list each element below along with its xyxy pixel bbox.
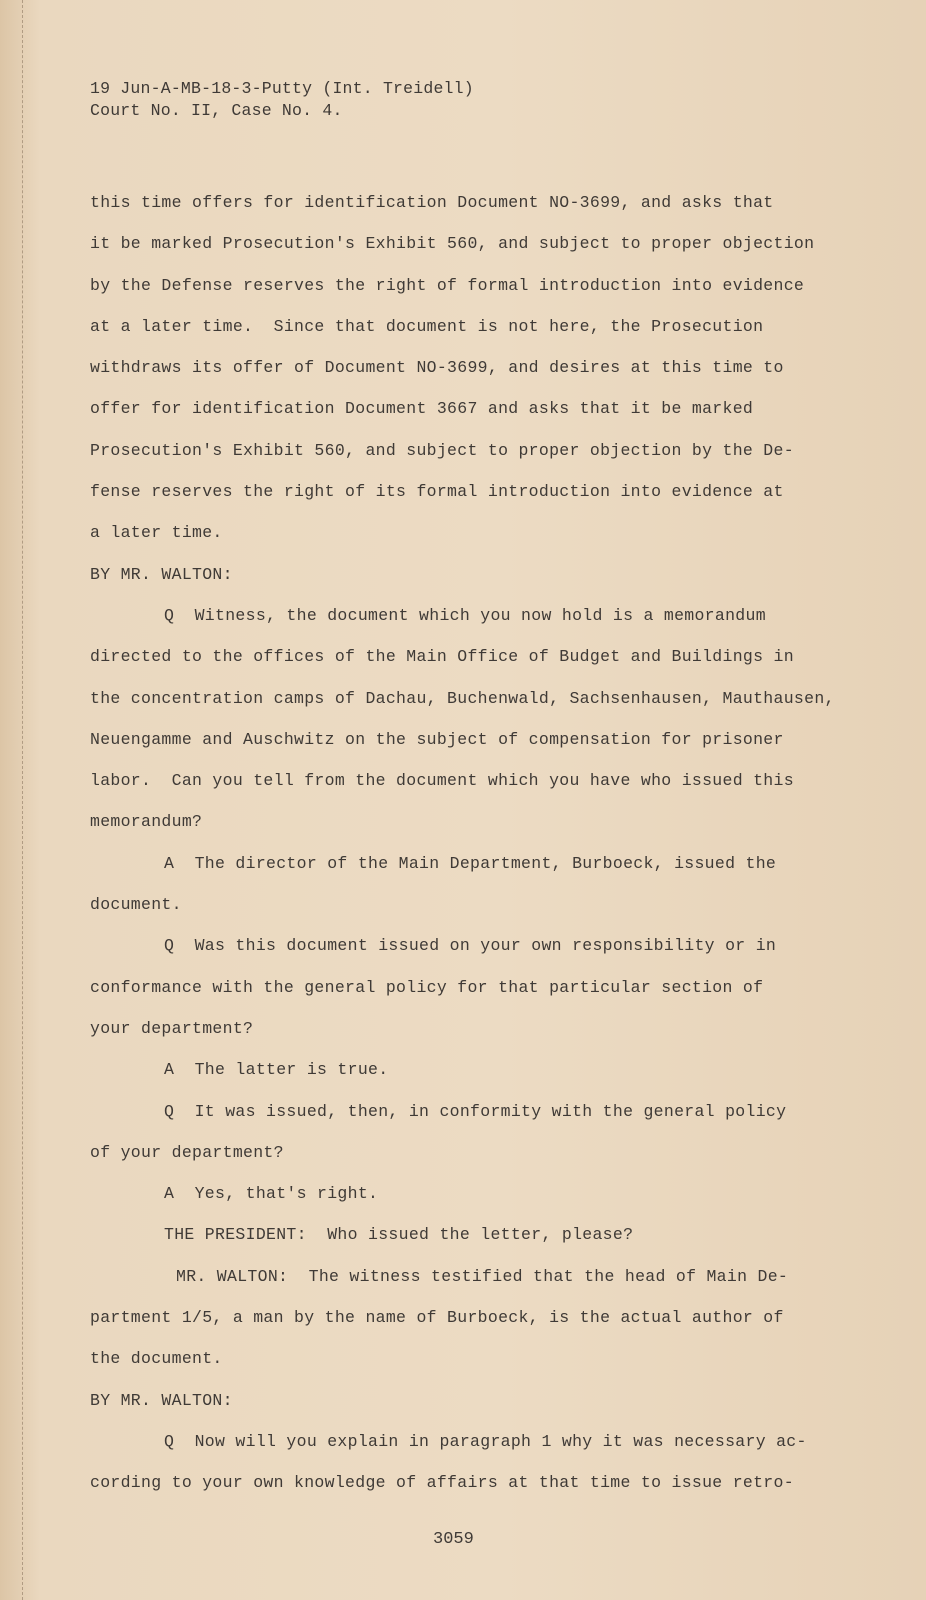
transcript-line: Neuengamme and Auschwitz on the subject of compensation for prisoner bbox=[90, 729, 784, 749]
paper-left-edge bbox=[0, 0, 23, 1600]
transcript-line: fense reserves the right of its formal introduction into evidence at bbox=[90, 482, 784, 502]
transcript-line: BY MR. WALTON: bbox=[90, 1390, 233, 1410]
transcript-line: Q Now will you explain in paragraph 1 why it was necessary ac- bbox=[164, 1431, 807, 1451]
transcript-line: MR. WALTON: The witness testified that the head of Main De- bbox=[176, 1266, 789, 1286]
transcript-line: directed to the offices of the Main Office of Budget and Buildings in bbox=[90, 647, 794, 667]
transcript-line: conformance with the general policy for that particular section of bbox=[90, 977, 764, 997]
transcript-line: document. bbox=[90, 895, 182, 915]
transcript-line: Q Was this document issued on your own responsibility or in bbox=[164, 936, 777, 956]
transcript-line: A The director of the Main Department, Burboeck, issued the bbox=[164, 853, 777, 873]
transcript-line: of your department? bbox=[90, 1142, 284, 1162]
page-number: 3059 bbox=[433, 1530, 474, 1549]
transcript-line: THE PRESIDENT: Who issued the letter, please? bbox=[164, 1225, 634, 1245]
transcript-line: BY MR. WALTON: bbox=[90, 564, 233, 584]
document-header bbox=[90, 78, 474, 122]
transcript-line: by the Defense reserves the right of formal introduction into evidence bbox=[90, 275, 805, 295]
transcript-line: Q It was issued, then, in conformity with the general policy bbox=[164, 1101, 787, 1121]
transcript-line: the concentration camps of Dachau, Buchenwald, Sachsenhausen, Mauthausen, bbox=[90, 688, 835, 708]
transcript-line: Prosecution's Exhibit 560, and subject to proper objection by the De- bbox=[90, 440, 794, 460]
transcript-line: Q Witness, the document which you now hold is a memorandum bbox=[164, 605, 766, 625]
transcript-line: partment 1/5, a man by the name of Burboeck, is the actual author of bbox=[90, 1308, 784, 1328]
transcript-line: withdraws its offer of Document NO-3699, and desires at this time to bbox=[90, 358, 784, 378]
transcript-line: the document. bbox=[90, 1349, 223, 1369]
transcript-line: your department? bbox=[90, 1018, 254, 1038]
transcript-line: labor. Can you tell from the document which you have who issued this bbox=[90, 771, 794, 791]
transcript-line: memorandum? bbox=[90, 812, 203, 832]
transcript-line: a later time. bbox=[90, 523, 223, 543]
transcript-line: A Yes, that's right. bbox=[164, 1184, 379, 1204]
transcript-line: it be marked Prosecution's Exhibit 560, and subject to proper objection bbox=[90, 234, 815, 254]
transcript-line: A The latter is true. bbox=[164, 1060, 389, 1080]
transcript-line: cording to your own knowledge of affairs at that time to issue retro- bbox=[90, 1473, 794, 1493]
header-line-2: Court No. II, Case No. 4. bbox=[90, 101, 343, 120]
transcript-line: at a later time. Since that document is not here, the Prosecution bbox=[90, 316, 764, 336]
transcript-line: this time offers for identification Document NO-3699, and asks that bbox=[90, 193, 774, 212]
transcript-body bbox=[90, 182, 850, 1504]
transcript-line: offer for identification Document 3667 and asks that it be marked bbox=[90, 399, 754, 419]
header-line-1: 19 Jun-A-MB-18-3-Putty (Int. Treidell) bbox=[90, 79, 474, 98]
